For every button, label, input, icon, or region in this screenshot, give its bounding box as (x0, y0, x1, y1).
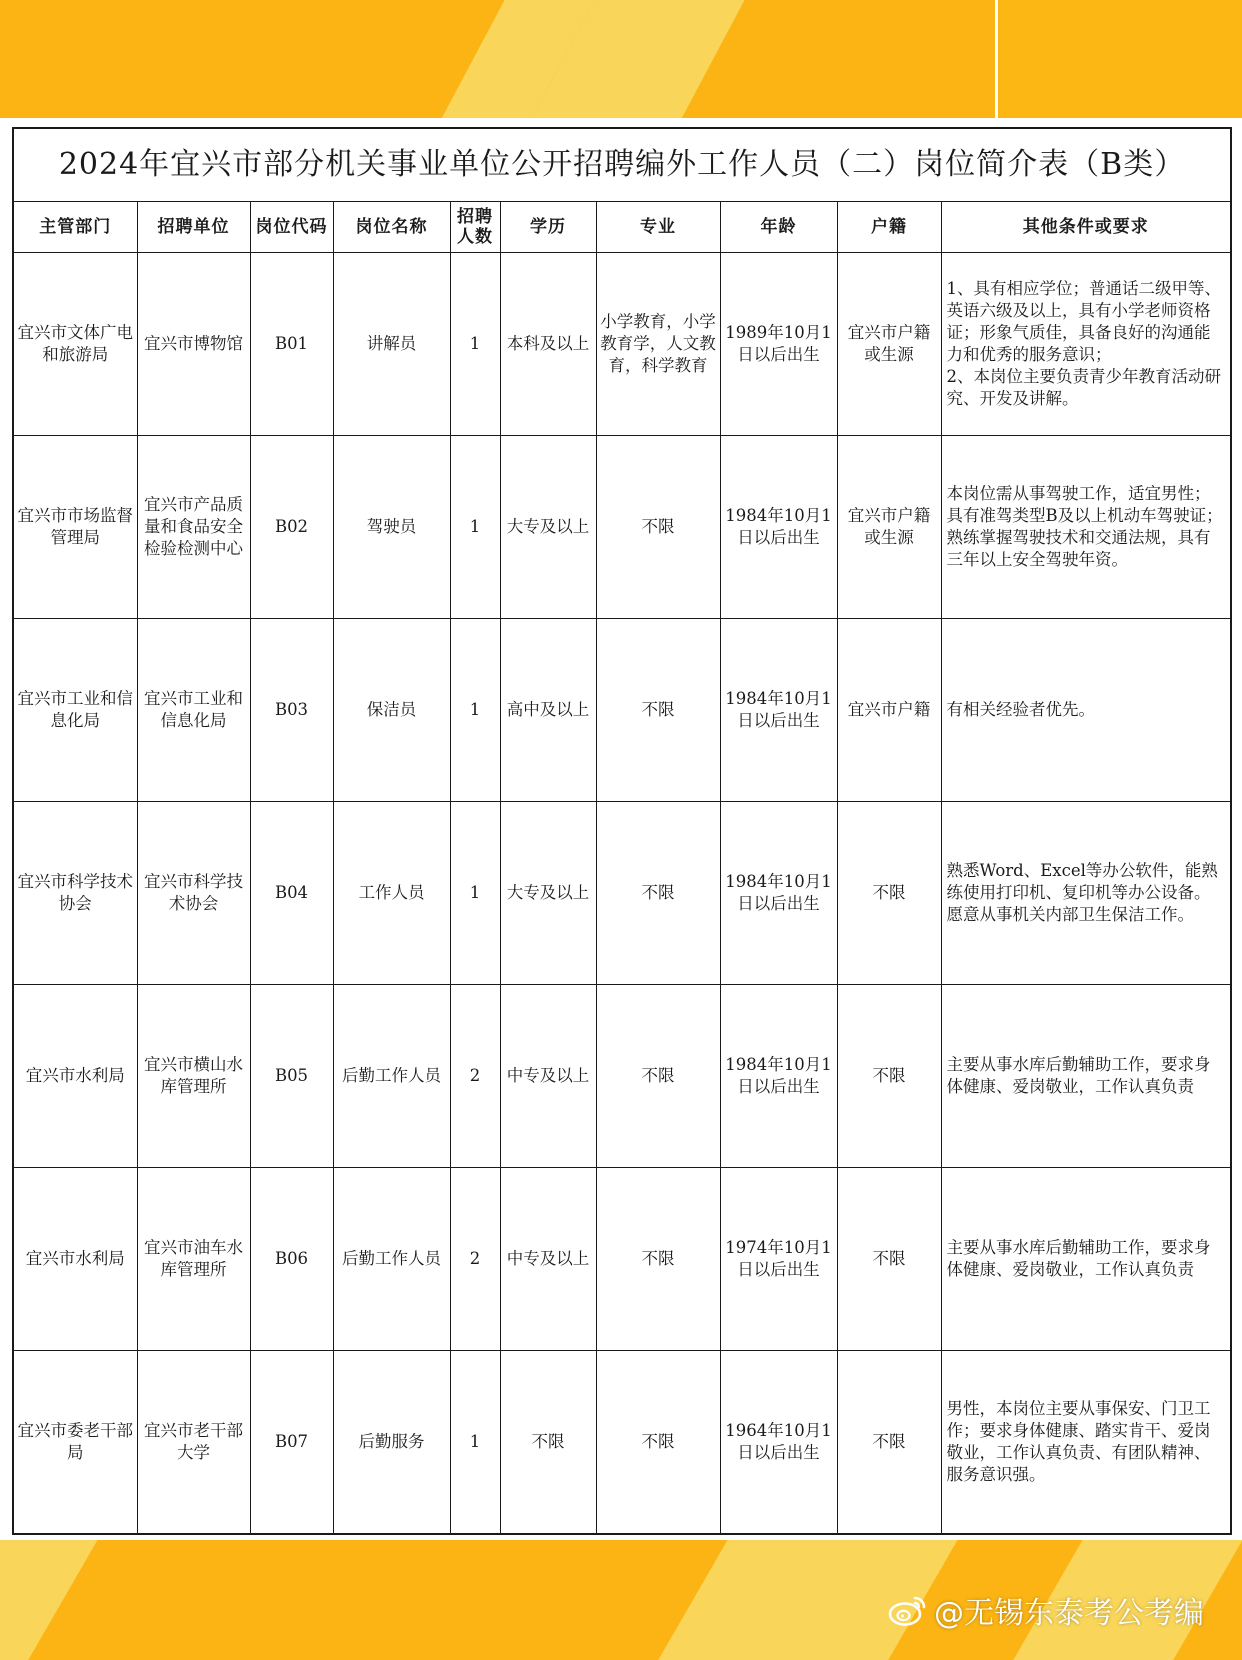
requirements-cell: 熟悉Word、Excel等办公软件，能熟练使用打印机、复印机等办公设备。愿意从事机关内部卫生保洁工作。 (941, 802, 1231, 985)
code-cell: B03 (250, 619, 333, 802)
dept-cell: 宜兴市委老干部局 (13, 1351, 137, 1535)
code-cell: B05 (250, 985, 333, 1168)
unit-cell: 宜兴市工业和信息化局 (137, 619, 250, 802)
table-row (13, 1168, 1231, 1351)
band-stripe (0, 1540, 103, 1660)
hukou-cell: 不限 (837, 985, 941, 1168)
code-cell: B07 (250, 1351, 333, 1535)
code-cell: B04 (250, 802, 333, 985)
hukou-cell: 不限 (837, 1168, 941, 1351)
hukou-cell: 不限 (837, 1351, 941, 1535)
requirements-cell: 男性，本岗位主要从事保安、门卫工作；要求身体健康、踏实肯干、爱岗敬业，工作认真负责、有团队精神、服务意识强。 (941, 1351, 1231, 1535)
column-header: 岗位名称 (333, 202, 450, 253)
requirements-cell: 主要从事水库后勤辅助工作，要求身体健康、爱岗敬业，工作认真负责 (941, 1168, 1231, 1351)
page-title: 2024年宜兴市部分机关事业单位公开招聘编外工作人员（二）岗位简介表（B类） (13, 128, 1231, 202)
age-cell: 1984年10月1日以后出生 (720, 802, 837, 985)
weibo-icon (888, 1593, 928, 1627)
count-cell: 2 (450, 985, 500, 1168)
count-cell: 1 (450, 1351, 500, 1535)
hukou-cell: 不限 (837, 802, 941, 985)
education-cell: 中专及以上 (500, 985, 596, 1168)
dept-cell: 宜兴市水利局 (13, 1168, 137, 1351)
watermark-text: @无锡东泰考公考编 (934, 1596, 1204, 1631)
dept-cell: 宜兴市科学技术协会 (13, 802, 137, 985)
unit-cell: 宜兴市博物馆 (137, 253, 250, 436)
education-cell: 不限 (500, 1351, 596, 1535)
column-header: 招聘单位 (137, 202, 250, 253)
requirements-cell: 1、具有相应学位；普通话二级甲等、英语六级及以上，具有小学老师资格证；形象气质佳，具备良好的沟通能力和优秀的服务意识； 2、本岗位主要负责青少年教育活动研究、开发及讲解。 (941, 253, 1231, 436)
code-cell: B01 (250, 253, 333, 436)
education-cell: 中专及以上 (500, 1168, 596, 1351)
table-row (13, 253, 1231, 436)
weibo-watermark (888, 1588, 1204, 1632)
column-header: 年龄 (720, 202, 837, 253)
column-header: 招聘人数 (450, 202, 500, 253)
age-cell: 1989年10月1日以后出生 (720, 253, 837, 436)
education-cell: 高中及以上 (500, 619, 596, 802)
column-header: 主管部门 (13, 202, 137, 253)
top-decorative-band (0, 0, 1242, 118)
header-row (13, 202, 1231, 253)
dept-cell: 宜兴市工业和信息化局 (13, 619, 137, 802)
age-cell: 1984年10月1日以后出生 (720, 619, 837, 802)
table-row (13, 802, 1231, 985)
table-row (13, 436, 1231, 619)
job-table-sheet (12, 127, 1230, 1533)
education-cell: 大专及以上 (500, 802, 596, 985)
age-cell: 1984年10月1日以后出生 (720, 436, 837, 619)
major-cell: 不限 (596, 436, 720, 619)
hukou-cell: 宜兴市户籍或生源 (837, 436, 941, 619)
count-cell: 2 (450, 1168, 500, 1351)
band-divider (995, 0, 998, 118)
major-cell: 不限 (596, 1351, 720, 1535)
position-cell: 工作人员 (333, 802, 450, 985)
hukou-cell: 宜兴市户籍或生源 (837, 253, 941, 436)
unit-cell: 宜兴市科学技术协会 (137, 802, 250, 985)
position-cell: 后勤工作人员 (333, 985, 450, 1168)
hukou-cell: 宜兴市户籍 (837, 619, 941, 802)
major-cell: 不限 (596, 619, 720, 802)
dept-cell: 宜兴市市场监督管理局 (13, 436, 137, 619)
column-header: 学历 (500, 202, 596, 253)
code-cell: B06 (250, 1168, 333, 1351)
title-row (13, 128, 1231, 202)
unit-cell: 宜兴市产品质量和食品安全检验检测中心 (137, 436, 250, 619)
position-cell: 讲解员 (333, 253, 450, 436)
dept-cell: 宜兴市文体广电和旅游局 (13, 253, 137, 436)
age-cell: 1974年10月1日以后出生 (720, 1168, 837, 1351)
count-cell: 1 (450, 436, 500, 619)
count-cell: 1 (450, 802, 500, 985)
unit-cell: 宜兴市横山水库管理所 (137, 985, 250, 1168)
major-cell: 不限 (596, 802, 720, 985)
code-cell: B02 (250, 436, 333, 619)
table-row (13, 619, 1231, 802)
column-header: 专业 (596, 202, 720, 253)
table-row (13, 985, 1231, 1168)
table-row (13, 1351, 1231, 1535)
major-cell: 小学教育，小学教育学，人文教育，科学教育 (596, 253, 720, 436)
major-cell: 不限 (596, 985, 720, 1168)
unit-cell: 宜兴市老干部大学 (137, 1351, 250, 1535)
requirements-cell: 有相关经验者优先。 (941, 619, 1231, 802)
column-header: 岗位代码 (250, 202, 333, 253)
education-cell: 本科及以上 (500, 253, 596, 436)
position-cell: 后勤服务 (333, 1351, 450, 1535)
position-cell: 驾驶员 (333, 436, 450, 619)
position-cell: 保洁员 (333, 619, 450, 802)
age-cell: 1964年10月1日以后出生 (720, 1351, 837, 1535)
dept-cell: 宜兴市水利局 (13, 985, 137, 1168)
job-table (12, 127, 1232, 1535)
count-cell: 1 (450, 619, 500, 802)
column-header: 其他条件或要求 (941, 202, 1231, 253)
position-cell: 后勤工作人员 (333, 1168, 450, 1351)
count-cell: 1 (450, 253, 500, 436)
requirements-cell: 本岗位需从事驾驶工作，适宜男性；具有准驾类型B及以上机动车驾驶证；熟练掌握驾驶技术和交通法规，具有三年以上安全驾驶年资。 (941, 436, 1231, 619)
unit-cell: 宜兴市油车水库管理所 (137, 1168, 250, 1351)
education-cell: 大专及以上 (500, 436, 596, 619)
band-stripe (1000, 0, 1242, 118)
column-header: 户籍 (837, 202, 941, 253)
requirements-cell: 主要从事水库后勤辅助工作，要求身体健康、爱岗敬业，工作认真负责 (941, 985, 1231, 1168)
age-cell: 1984年10月1日以后出生 (720, 985, 837, 1168)
major-cell: 不限 (596, 1168, 720, 1351)
